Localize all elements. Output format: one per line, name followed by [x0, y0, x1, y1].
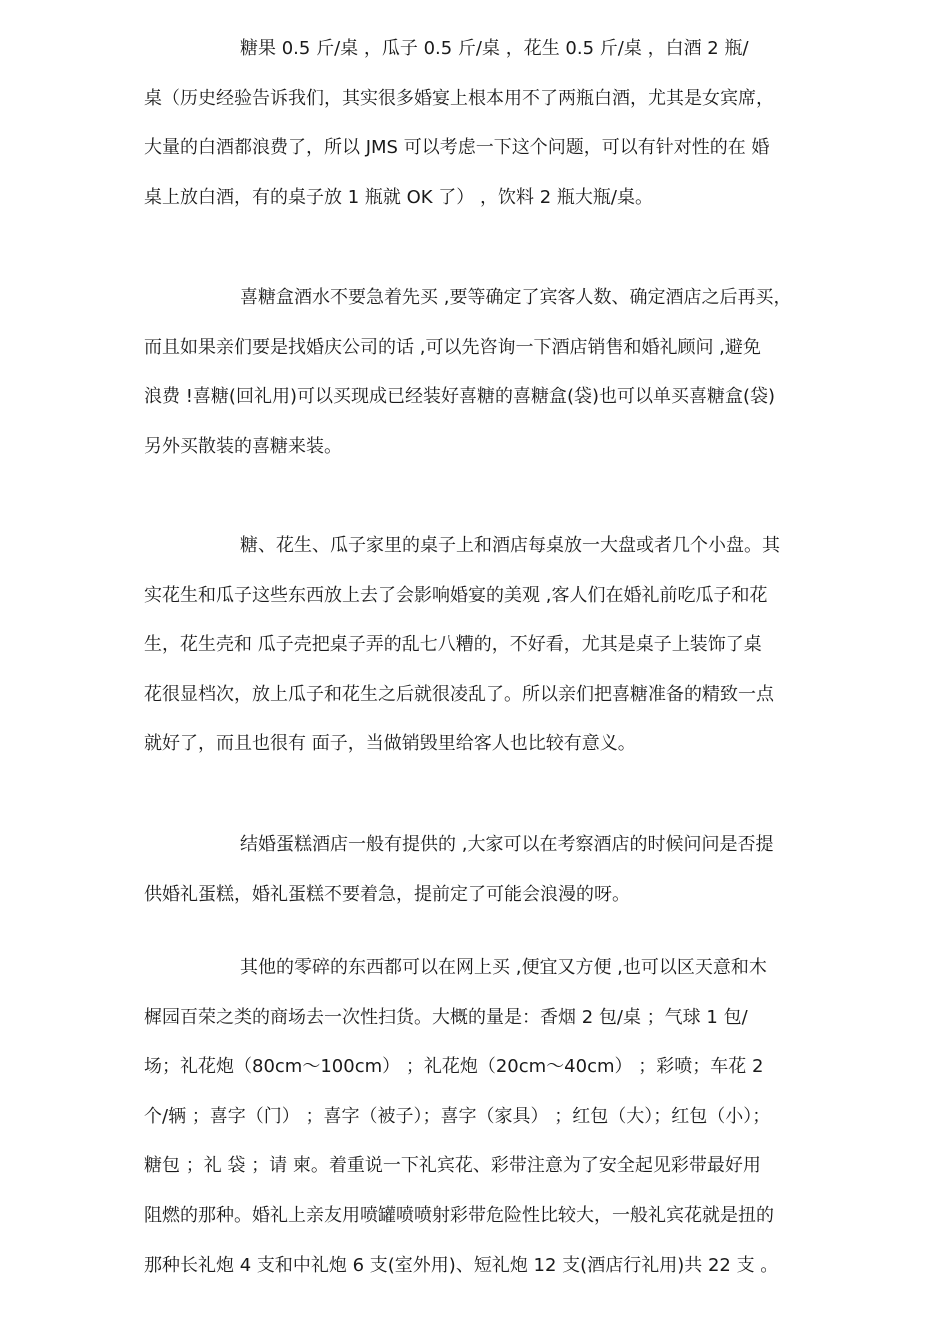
text-line: 糖果 0.5 斤/桌 ，瓜子 0.5 斤/桌 ，花生 0.5 斤/桌 ，白酒 2 瓶/: [240, 38, 749, 59]
text-line: 结婚蛋糕酒店一般有提供的 ,大家可以在考察酒店的时候问问是否提: [240, 834, 774, 855]
text-line: 其他的零碎的东西都可以在网上买 ,便宜又方便 ,也可以区天意和木: [240, 957, 767, 978]
text-line: 花很显档次，放上瓜子和花生之后就很凌乱了。所以亲们把喜糖准备的精致一点: [144, 683, 774, 705]
text-line: 生，花生壳和 瓜子壳把桌子弄的乱七八糟的，不好看，尤其是桌子上装饰了桌: [144, 634, 762, 656]
text-line: 糖包 ；礼 袋 ；请 柬。着重说一下礼宾花、彩带注意为了安全起见彩带最好用: [144, 1155, 761, 1177]
paragraph-misc-items: [144, 943, 812, 1290]
paragraph-snacks-on-tables: [144, 521, 812, 769]
paragraph-wedding-table-supplies: [144, 24, 812, 222]
text-line: 桌上放白酒，有的桌子放 1 瓶就 OK 了） ，饮料 2 瓶大瓶/桌。: [144, 186, 653, 208]
text-line: 实花生和瓜子这些东西放上去了会影响婚宴的美观 ,客人们在婚礼前吃瓜子和花: [144, 584, 768, 606]
text-line: 供婚礼蛋糕，婚礼蛋糕不要着急，提前定了可能会浪漫的呀。: [144, 883, 630, 905]
text-line: 就好了，而且也很有 面子，当做销毁里给客人也比较有意义。: [144, 733, 636, 755]
paragraph-wedding-cake: [144, 820, 812, 919]
text-line: 樨园百荣之类的商场去一次性扫货。大概的量是：香烟 2 包/桌 ；气球 1 包/: [144, 1006, 748, 1028]
paragraph-candy-boxes: [144, 273, 812, 471]
text-line: 桌（历史经验告诉我们，其实很多婚宴上根本用不了两瓶白酒，尤其是女宾席，: [144, 87, 774, 109]
text-line: 大量的白酒都浪费了，所以 JMS 可以考虑一下这个问题，可以有针对性的在 婚: [144, 137, 770, 159]
text-line: 阻燃的那种。婚礼上亲友用喷罐喷喷射彩带危险性比较大，一般礼宾花就是扭的: [144, 1204, 774, 1226]
text-line: 另外买散装的喜糖来装。: [144, 435, 342, 457]
text-line: 浪费 !喜糖(回礼用)可以买现成已经装好喜糖的喜糖盒(袋)也可以单买喜糖盒(袋): [144, 386, 776, 408]
text-line: 场；礼花炮（80cm～100cm） ；礼花炮（20cm～40cm） ；彩喷；车花 2: [144, 1056, 764, 1078]
text-line: 喜糖盒酒水不要急着先买 ,要等确定了宾客人数、确定酒店之后再买，: [240, 287, 792, 308]
text-line: 糖、花生、瓜子家里的桌子上和酒店每桌放一大盘或者几个小盘。其: [240, 535, 780, 556]
text-line: 而且如果亲们要是找婚庆公司的话 ,可以先咨询一下酒店销售和婚礼顾问 ,避免: [144, 336, 761, 358]
text-line: 个/辆 ；喜字（门） ；喜字（被子）；喜字（家具） ；红包（大）；红包（小）；: [144, 1105, 771, 1127]
text-line: 那种长礼炮 4 支和中礼炮 6 支(室外用)、短礼炮 12 支(酒店行礼用)共 22 支 。: [144, 1254, 779, 1276]
